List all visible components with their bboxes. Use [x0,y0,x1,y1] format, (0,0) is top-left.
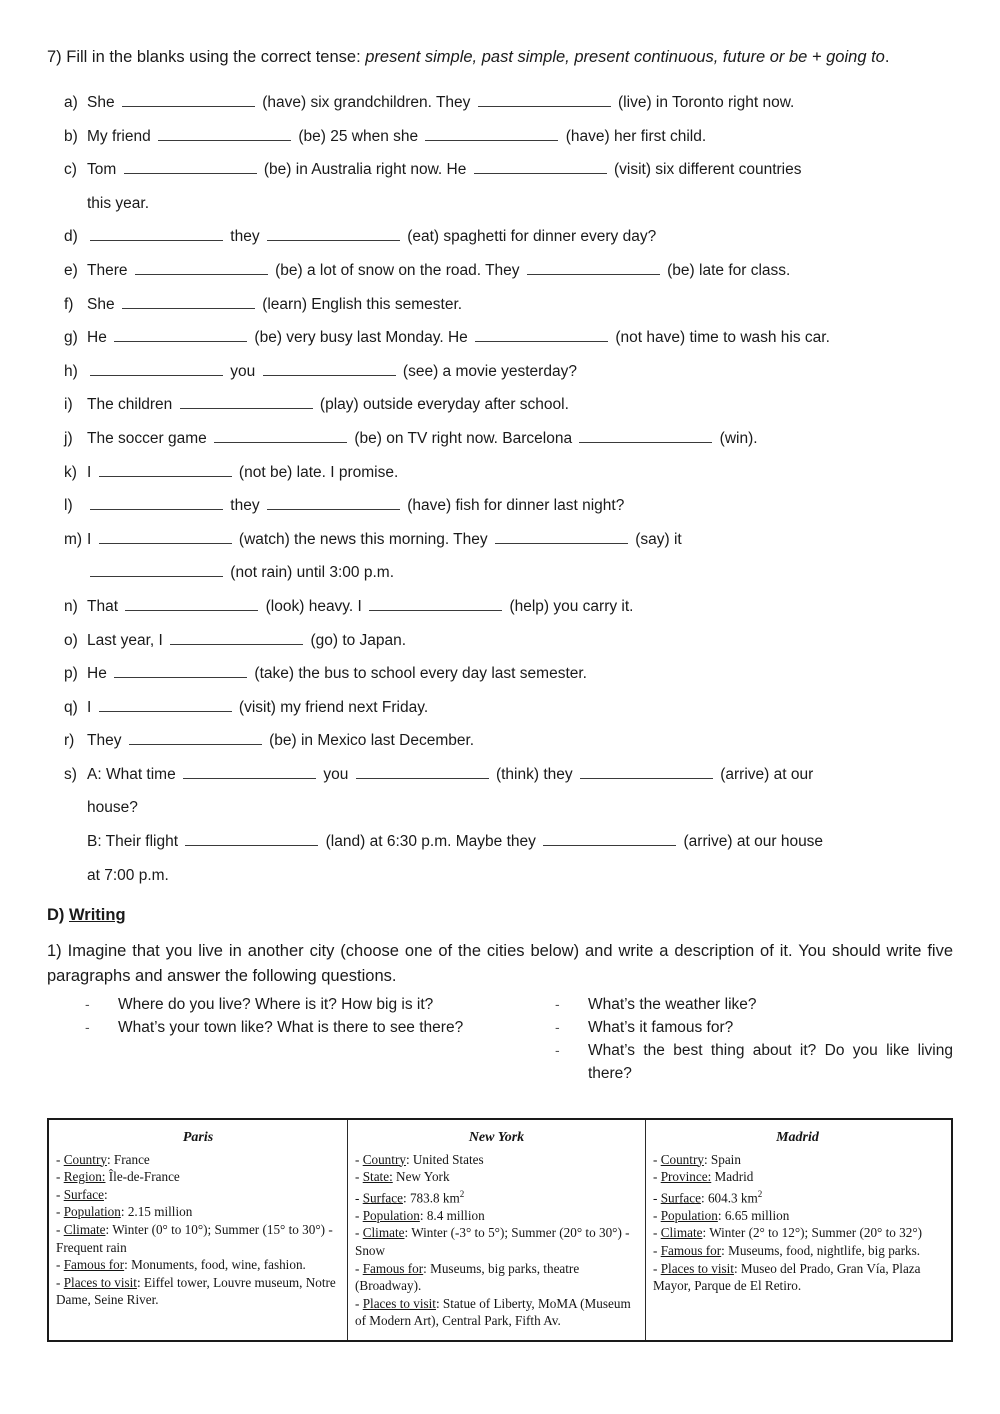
item-text [87,624,953,658]
item-marker: p) [64,665,78,683]
row-label: Country [660,1151,704,1167]
row-prefix: - [653,1225,661,1241]
question-item-m [47,523,953,590]
item-text [87,691,953,725]
row-value: : Museums, food, nightlife, big parks. [721,1242,921,1258]
row-label: Country [362,1151,406,1167]
city-column-new-york [348,1120,646,1340]
task-number: 1) [47,942,62,961]
item-marker: k) [64,463,77,481]
question-item-h [47,355,953,389]
text-fragment: Tom [87,161,121,179]
city-fact-row [653,1224,942,1242]
section-title: Writing [69,906,126,925]
text-fragment: The children [87,396,177,414]
answer-blank[interactable] [129,730,262,745]
city-fact-row [56,1203,340,1221]
city-fact-row [653,1151,942,1169]
answer-blank[interactable] [90,495,223,510]
city-name: Paris [182,1130,214,1145]
answer-blank[interactable] [369,596,502,611]
item-marker: m) [64,530,83,548]
item-text [87,724,953,758]
text-fragment: (be) a lot of snow on the road. They [270,261,524,279]
writing-questions-left [47,993,500,1085]
writing-question-columns [47,993,953,1085]
text-fragment: I [87,463,96,481]
row-prefix: - [355,1151,363,1167]
row-value: : Winter (-3° to 5°); Summer (20° to 30°) - Snow [355,1225,630,1258]
city-fact-row [56,1186,340,1204]
writing-questions-right [500,993,953,1085]
city-fact-row [355,1295,638,1330]
text-fragment: They [87,732,126,750]
text-fragment: That [87,597,123,615]
text-fragment: I [87,530,96,548]
text-fragment: (play) outside everyday after school. [315,396,569,414]
dash-bullet-icon: - [554,996,560,1013]
list-item-label: What’s the best thing about it? Do you like living there? [587,1042,953,1083]
exercise-instruction-period: . [884,48,890,66]
row-prefix: - [56,1257,64,1273]
row-prefix: - [355,1169,363,1185]
answer-blank[interactable] [263,361,396,376]
row-value: : United States [405,1151,484,1167]
row-prefix: - [355,1260,363,1276]
row-label: State: [362,1169,393,1185]
city-fact-row [653,1260,942,1295]
item-text [87,355,953,389]
item-marker: i) [64,396,73,414]
list-item-label: What’s the weather like? [587,996,757,1014]
question-item-q [47,691,953,725]
question-item-e [47,254,953,288]
item-marker: g) [64,329,78,347]
item-line-2 [87,556,953,590]
city-column-madrid [646,1120,949,1340]
row-label: Population [63,1204,121,1220]
list-item-label: What’s it famous for? [587,1019,734,1037]
dialogue-line-a [87,758,953,792]
city-name: Madrid [776,1130,819,1145]
task-text: Imagine that you live in another city (choose one of the cities below) and write a description of it. You should write five paragraphs and answer the following questions. [47,942,953,986]
row-label: Surface [362,1190,403,1206]
row-prefix: - [653,1242,661,1258]
list-item-label: Where do you live? Where is it? How big is it? [118,996,434,1014]
exercise-number: 7) [47,48,62,66]
item-text [87,86,953,120]
question-item-l [47,489,953,523]
list-item [85,993,500,1016]
list-item [555,1016,953,1039]
dash-bullet-icon: - [85,1019,90,1036]
text-fragment: (see) a movie yesterday? [398,362,577,380]
dialogue-line-b [87,825,953,859]
text-fragment: (not have) time to wash his car. [611,329,830,347]
row-prefix: - [653,1169,661,1185]
row-value: : 8.4 million [419,1207,485,1223]
text-fragment: She [87,94,119,111]
text-fragment: (live) in Toronto right now. [613,94,795,111]
answer-blank[interactable] [478,92,611,107]
answer-blank[interactable] [356,764,489,779]
answer-blank[interactable] [543,831,676,846]
answer-blank[interactable] [495,529,628,544]
item-text [87,456,953,490]
text-fragment: (visit) my friend next Friday. [234,698,429,716]
city-fact-row [653,1242,942,1260]
answer-blank[interactable] [114,663,247,678]
answer-blank[interactable] [99,462,232,477]
row-value: : Winter (0° to 10°); Summer (15° to 30°) - Frequent rain [56,1221,333,1255]
answer-blank[interactable] [475,327,608,342]
row-prefix: - [653,1190,661,1206]
row-label: Country [63,1151,107,1167]
text-fragment: (arrive) at our house [679,833,824,851]
text-fragment: There [87,261,132,279]
item-marker: q) [64,698,78,716]
row-label: Famous for [63,1257,125,1273]
writing-task-instruction [47,939,953,989]
item-text [87,758,953,892]
question-item-b [47,120,953,154]
row-value: : [103,1186,108,1202]
city-fact-row [355,1207,638,1225]
dash-bullet-icon: - [554,1042,560,1059]
question-item-r [47,724,953,758]
exercise-instruction [47,45,953,70]
row-label: Places to visit [660,1260,734,1276]
row-value: : Monuments, food, wine, fashion. [124,1257,306,1273]
item-text [87,657,953,691]
row-value: : 783.8 km [402,1190,460,1206]
answer-blank[interactable] [580,764,713,779]
text-fragment: (be) in Australia right now. He [259,161,471,179]
item-text [87,220,953,254]
item-marker: f) [64,295,74,313]
row-prefix: - [56,1221,64,1237]
item-text [87,590,953,624]
text-fragment: you [226,362,260,380]
text-fragment: (not rain) until 3:00 p.m. [226,564,394,582]
row-label: Famous for [362,1260,424,1276]
item-marker: o) [64,631,78,649]
text-fragment: (have) six grandchildren. They [257,94,475,111]
item-text [87,153,953,220]
text-fragment: (have) fish for dinner last night? [402,497,625,515]
section-label: D) [47,906,69,925]
answer-blank[interactable] [425,126,558,141]
row-prefix: - [355,1190,363,1206]
item-marker: d) [64,228,78,246]
text-fragment: (take) the bus to school every day last semester. [250,665,587,683]
answer-blank[interactable] [114,327,247,342]
row-label: Region: [63,1169,106,1185]
row-label: Surface [660,1190,701,1206]
text-fragment: (not be) late. I promise. [234,463,399,481]
city-fact-row [355,1224,638,1259]
row-prefix: - [56,1186,64,1202]
text-fragment: The soccer game [87,429,212,447]
text-fragment: He [87,329,112,347]
answer-blank[interactable] [267,495,400,510]
answer-blank[interactable] [125,596,258,611]
list-item-label: What’s your town like? What is there to see there? [118,1019,464,1037]
answer-blank[interactable] [99,697,232,712]
text-fragment: (learn) English this semester. [257,295,463,313]
row-value: : Winter (2° to 12°); Summer (20° to 32°) [702,1225,923,1241]
row-value: : Statue of Liberty, MoMA (Museum of Modern Art), Central Park, Fifth Av. [355,1295,631,1329]
row-prefix: - [653,1260,661,1276]
text-fragment: (say) it [630,530,682,548]
question-item-p [47,657,953,691]
row-label: Climate [660,1225,703,1241]
text-fragment: (visit) six different countries [609,161,802,179]
item-text [87,388,953,422]
text-fragment: (be) late for class. [662,261,791,279]
item-marker: j) [64,429,73,447]
city-fact-row [56,1151,340,1169]
dash-bullet-icon: - [554,1019,560,1036]
city-fact-row [56,1168,340,1186]
city-column-paris [49,1120,348,1340]
row-label: Surface [63,1186,104,1202]
item-text [87,523,953,590]
row-value: : Museums, big parks, theatre (Broadway). [355,1260,580,1294]
row-prefix: - [56,1151,64,1167]
question-item-g [47,321,953,355]
dialogue-line-b-cont: at 7:00 p.m. [87,866,169,884]
row-label: Climate [362,1225,405,1241]
question-item-a [47,86,953,120]
text-fragment: they [226,228,264,246]
list-item [555,993,953,1016]
answer-blank[interactable] [158,126,291,141]
text-fragment: She [87,295,119,313]
item-marker: l) [64,497,73,515]
answer-blank[interactable] [90,361,223,376]
city-name: New York [468,1130,525,1145]
item-marker: s) [64,765,77,783]
section-d-heading [47,906,953,925]
item-marker: b) [64,127,78,145]
city-fact-row [56,1256,340,1274]
text-fragment: (arrive) at our [715,765,814,783]
row-prefix: - [653,1207,661,1223]
text-fragment: He [87,665,112,683]
city-fact-row [653,1186,942,1207]
row-prefix: - [355,1295,363,1311]
city-fact-row [355,1151,638,1169]
item-text [87,254,953,288]
question-item-d [47,220,953,254]
text-fragment: you [319,765,353,783]
row-value: : 2.15 million [120,1204,193,1220]
answer-blank[interactable] [267,226,400,241]
row-value: Madrid [711,1169,754,1185]
answer-blank[interactable] [90,226,223,241]
question-list [47,86,953,892]
city-fact-row [355,1186,638,1207]
exercise-instruction-tenses: present simple, past simple, present continuous, future or be + going to [365,48,885,66]
row-label: Population [362,1207,420,1223]
text-fragment: (have) her first child. [561,127,707,145]
superscript-unit: 2 [757,1188,763,1199]
row-label: Famous for [660,1242,722,1258]
city-fact-row [355,1168,638,1186]
city-fact-table [47,1118,953,1342]
row-label: Places to visit [63,1274,137,1290]
item-marker: e) [64,261,78,279]
text-fragment: (be) in Mexico last December. [264,732,475,750]
question-item-o [47,624,953,658]
text-fragment: (land) at 6:30 p.m. Maybe they [321,833,541,851]
row-label: Climate [63,1221,106,1237]
item-marker: n) [64,597,78,615]
question-item-f [47,288,953,322]
row-prefix: - [355,1225,363,1241]
row-label: Places to visit [362,1295,436,1311]
answer-blank[interactable] [579,428,712,443]
item-marker: h) [64,362,78,380]
answer-blank[interactable] [474,159,607,174]
row-prefix: - [56,1169,64,1185]
text-fragment: (win). [715,429,758,447]
list-item [555,1039,953,1085]
row-prefix: - [56,1204,64,1220]
item-text [87,321,953,355]
answer-blank[interactable] [135,260,268,275]
superscript-unit: 2 [459,1188,465,1199]
text-fragment: I [87,698,96,716]
text-fragment-continued: this year. [87,194,150,212]
text-fragment: (watch) the news this morning. They [234,530,492,548]
row-value: : Eiffel tower, Louvre museum, Notre Dame, Seine River. [56,1274,336,1308]
text-fragment: (think) they [491,765,577,783]
answer-blank[interactable] [122,294,255,309]
text-fragment: A: What time [87,765,181,783]
item-text [87,489,953,523]
answer-blank[interactable] [527,260,660,275]
text-fragment: (look) heavy. I [261,597,367,615]
answer-blank[interactable] [185,831,318,846]
row-value: : 6.65 million [717,1207,790,1223]
city-fact-row [355,1260,638,1295]
answer-blank[interactable] [183,764,316,779]
text-fragment: B: Their flight [87,833,183,851]
city-fact-row [653,1168,942,1186]
answer-blank[interactable] [90,562,223,577]
row-value: : Spain [703,1151,741,1167]
text-fragment: (be) on TV right now. Barcelona [350,429,577,447]
text-fragment: (be) 25 when she [294,127,423,145]
question-item-i [47,388,953,422]
answer-blank[interactable] [99,529,232,544]
question-item-n [47,590,953,624]
row-prefix: - [56,1274,64,1290]
question-item-s [47,758,953,892]
list-item [85,1016,500,1039]
item-marker: r) [64,732,75,750]
item-line-1 [87,523,953,557]
row-prefix: - [355,1207,363,1223]
city-fact-row [653,1207,942,1225]
text-fragment: they [226,497,264,515]
dialogue-line-a-cont: house? [87,799,138,817]
city-fact-row [56,1221,340,1256]
question-item-c [47,153,953,220]
text-fragment: Last year, I [87,631,168,649]
text-fragment: (help) you carry it. [505,597,634,615]
answer-blank[interactable] [170,630,303,645]
row-value: Île-de-France [105,1169,180,1185]
item-text [87,120,953,154]
row-prefix: - [653,1151,661,1167]
text-fragment: (go) to Japan. [306,631,407,649]
row-value: : France [106,1151,150,1167]
row-value: : Museo del Prado, Gran Vía, Plaza Mayor, Parque de El Retiro. [653,1260,921,1294]
row-label: Population [660,1207,718,1223]
item-marker: a) [64,94,78,111]
question-item-j [47,422,953,456]
item-text [87,288,953,322]
answer-blank[interactable] [214,428,347,443]
text-fragment: (eat) spaghetti for dinner every day? [402,228,657,246]
dash-bullet-icon: - [85,996,90,1013]
exercise-instruction-text: Fill in the blanks using the correct tense: [66,48,366,66]
item-text [87,422,953,456]
row-value: : 604.3 km [700,1190,758,1206]
answer-blank[interactable] [122,92,255,107]
item-marker: c) [64,161,77,179]
text-fragment: My friend [87,127,156,145]
answer-blank[interactable] [124,159,257,174]
row-value: New York [392,1169,450,1185]
text-fragment: (be) very busy last Monday. He [250,329,473,347]
answer-blank[interactable] [180,394,313,409]
question-item-k [47,456,953,490]
row-label: Province: [660,1169,712,1185]
city-fact-row [56,1274,340,1309]
